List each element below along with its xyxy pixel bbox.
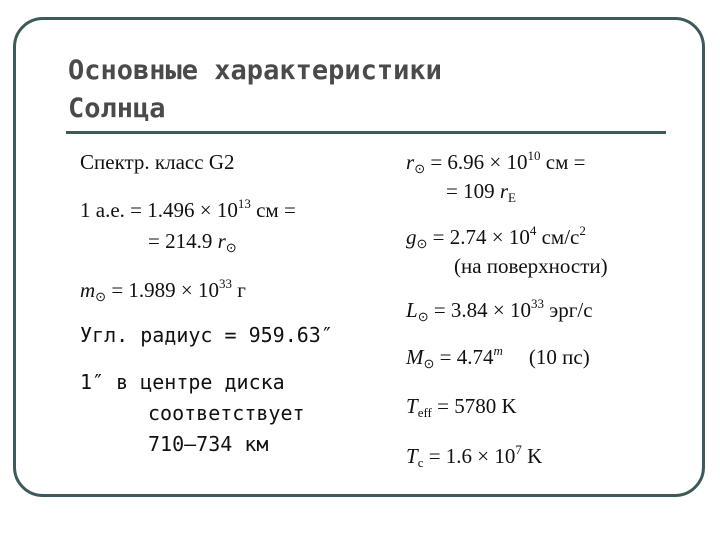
sun-symbol-icon: ⊙ [414,161,426,176]
spectral-class: Спектр. класс G2 [80,150,235,174]
solar-mass: m⊙ = $1.989 \times 10^{33}$ г [80,276,246,304]
sun-symbol-icon: ⊙ [95,289,107,304]
title-underline [66,131,666,134]
solar-radius-line2: = 109 $r_E$ [446,179,516,205]
angular-radius: Угл. радиус = 959.63″ [80,323,333,347]
core-temperature: $T_c = 1.6 \times 10^7$ K [406,442,543,470]
astronomical-unit-line2: = 214.9 r⊙ [148,229,237,255]
disk-center-line2: соответствует [148,401,305,425]
sun-symbol-icon: ⊙ [225,240,237,255]
sun-symbol-icon: ⊙ [416,236,428,251]
sun-symbol-icon: ⊙ [423,356,435,371]
luminosity: L⊙ = $3.84 \times 10^{33}$ эрг/с [406,296,593,324]
surface-gravity: g⊙ = $2.74 \times 10^4$ $см/с^2$ [406,223,586,251]
solar-radius: r⊙ = $6.96 \times 10^{10}$ см = [406,148,586,176]
title-line-2: Солнца [68,93,166,124]
absolute-magnitude: M⊙ = $4.74^m$ (10 пс) [406,343,590,371]
effective-temperature: $T_{eff} = 5780$ K [406,394,517,420]
slide-title [68,52,668,128]
disk-center-line1: 1″ в центре диска [80,370,285,394]
disk-center-line3: 710–734 км [148,432,269,456]
sun-symbol-icon: ⊙ [417,309,429,324]
astronomical-unit: 1 а.е. = $1.496 \times 10^{13}$ см = [80,196,296,222]
title-line-1: Основные характеристики [68,55,442,86]
surface-gravity-note: (на поверхности) [454,254,608,278]
